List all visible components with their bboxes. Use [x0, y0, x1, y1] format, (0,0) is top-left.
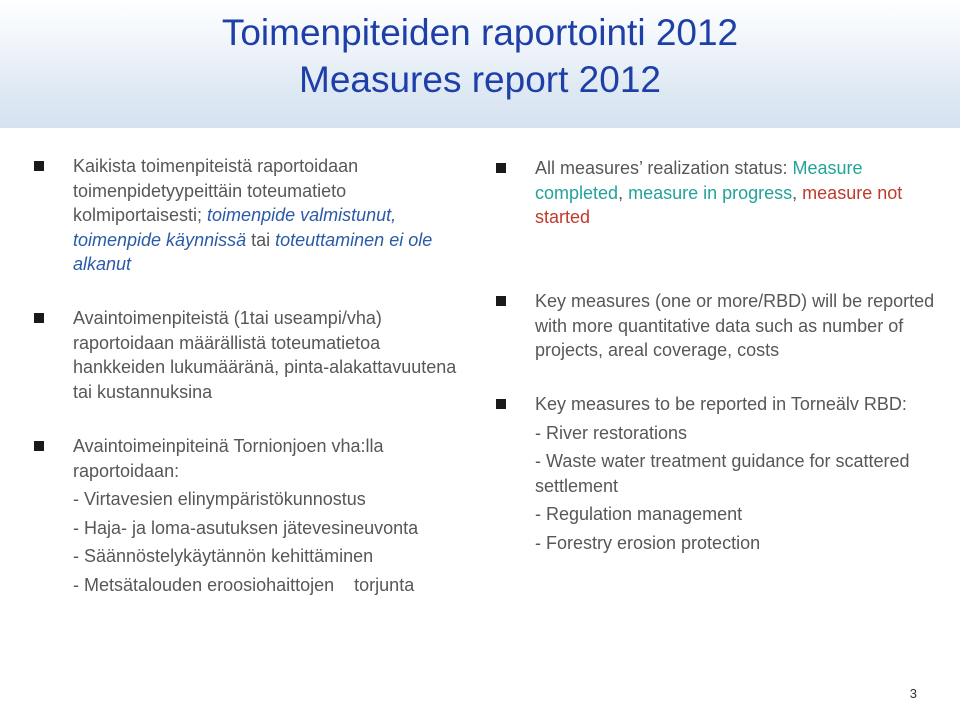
left-bullet-3-head: Avaintoimeinpiteinä Tornionjoen vha:lla raportoidaan: [73, 436, 384, 481]
left-bullet-1-text: Kaikista toimenpiteistä raportoidaan toimenpidetyypeittäin toteumatieto kolmiportaisesti; toimenpide valmistunut, toimenpide käynnissä tai toteuttaminen ei ole alkanut [73, 156, 433, 274]
left-bullet-1 [73, 154, 473, 277]
page-number: 3 [909, 686, 917, 701]
square-bullet-icon [34, 441, 44, 451]
square-bullet-icon [34, 161, 44, 171]
right-bullet-1 [535, 156, 935, 230]
square-bullet-icon [34, 313, 44, 323]
square-bullet-icon [496, 296, 506, 306]
list-item: - Virtavesien elinympäristökunnostus [73, 489, 366, 509]
title-english: Measures report 2012 [299, 59, 661, 100]
list-item: - Säännöstelykäytännön kehittäminen [73, 546, 374, 566]
left-bullet-2-text: Avaintoimenpiteistä (1tai useampi/vha) raportoidaan määrällistä toteumatietoa hankkeiden lukumääränä, pinta-alakattavuutena tai kustannuksina [73, 308, 457, 402]
right-bullet-2-text: Key measures (one or more/RBD) will be reported with more quantitative data such as number of projects, areal coverage, costs [535, 291, 935, 360]
list-item: - Forestry erosion protection [535, 532, 761, 553]
list-item: - Regulation management [535, 504, 743, 524]
list-item: - Haja- ja loma-asutuksen jätevesineuvonta [73, 517, 419, 538]
left-bullet-2 [73, 306, 473, 404]
right-bullet-2 [535, 289, 935, 363]
right-bullet-1-text: All measures’ realization status: Measure completed, measure in progress, measure not started [535, 158, 903, 227]
right-bullet-3 [535, 392, 935, 555]
right-bullet-3-head: Key measures to be reported in Torneälv RBD: [535, 394, 907, 414]
list-item: - River restorations [535, 422, 688, 443]
left-bullet-3 [73, 434, 473, 597]
square-bullet-icon [496, 399, 506, 409]
list-item: - Waste water treatment guidance for scattered settlement [535, 451, 910, 496]
list-item: - Metsätalouden eroosiohaittojen torjunta [73, 574, 415, 595]
square-bullet-icon [496, 163, 506, 173]
title-finnish: Toimenpiteiden raportointi 2012 [221, 12, 739, 53]
